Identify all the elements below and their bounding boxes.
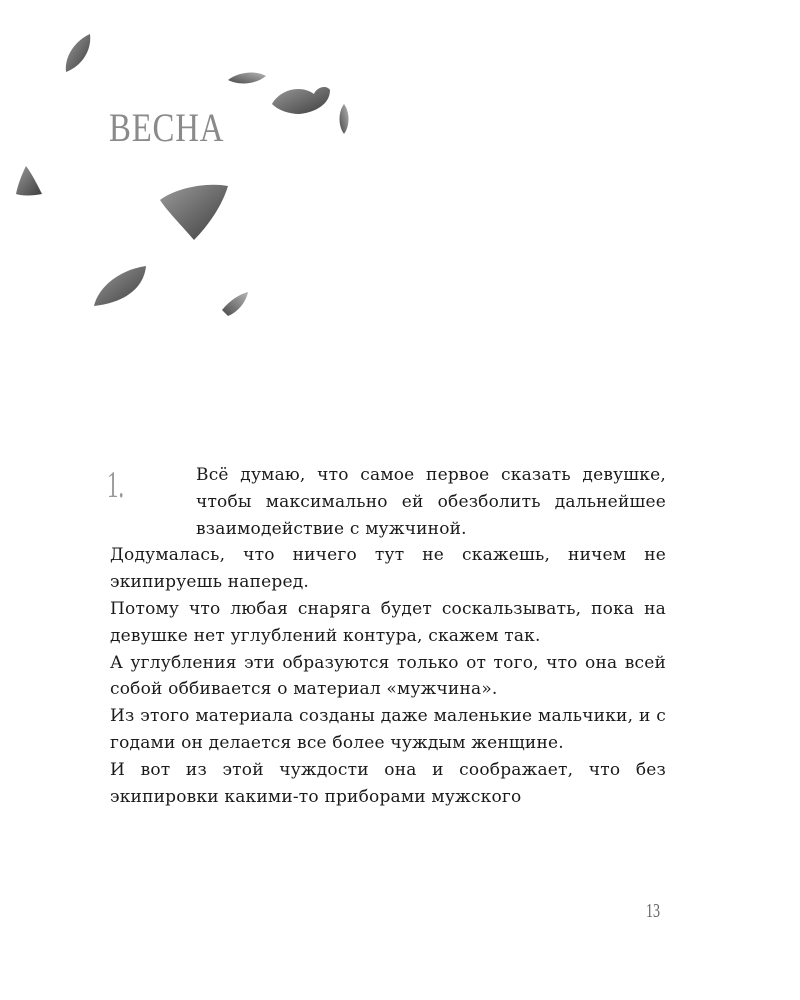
paragraph: Потому что любая снаряга будет соскальзывать, пока на девушке нет углублений контура, скажем так. (110, 598, 666, 646)
paragraph: Додумалась, что ничего тут не скажешь, ничем не экипируешь наперед. (110, 545, 666, 593)
section-title: ВЕСНА (109, 105, 225, 150)
petal-icon (272, 87, 330, 114)
petal-icon (340, 104, 349, 134)
page-number: 13 (646, 900, 660, 922)
paragraph: А углубления эти образуются только от того, что она всей собой оббивается о материал «мужчина». (110, 652, 666, 700)
paragraph: Из этого материала созданы даже маленькие мальчики, и с годами он делается все более чуждым женщине. (110, 706, 666, 753)
petal-icon (228, 73, 266, 84)
petal-icon (160, 185, 228, 240)
petal-icon (16, 166, 42, 196)
paragraph: Всё думаю, что самое первое сказать девушке, чтобы максимально ей обезболить дальнейшее взаимодействие с мужчиной. (196, 465, 666, 539)
petal-icon (222, 292, 248, 316)
falling-petals-icon (0, 0, 400, 340)
chapter-number: 1. (107, 464, 125, 506)
petal-icon (94, 266, 146, 306)
petal-icon (66, 34, 90, 72)
body-text (110, 462, 666, 810)
paragraph: И вот из этой чуждости она и соображает, что без экипировки какими-то приборами мужского (110, 759, 666, 807)
